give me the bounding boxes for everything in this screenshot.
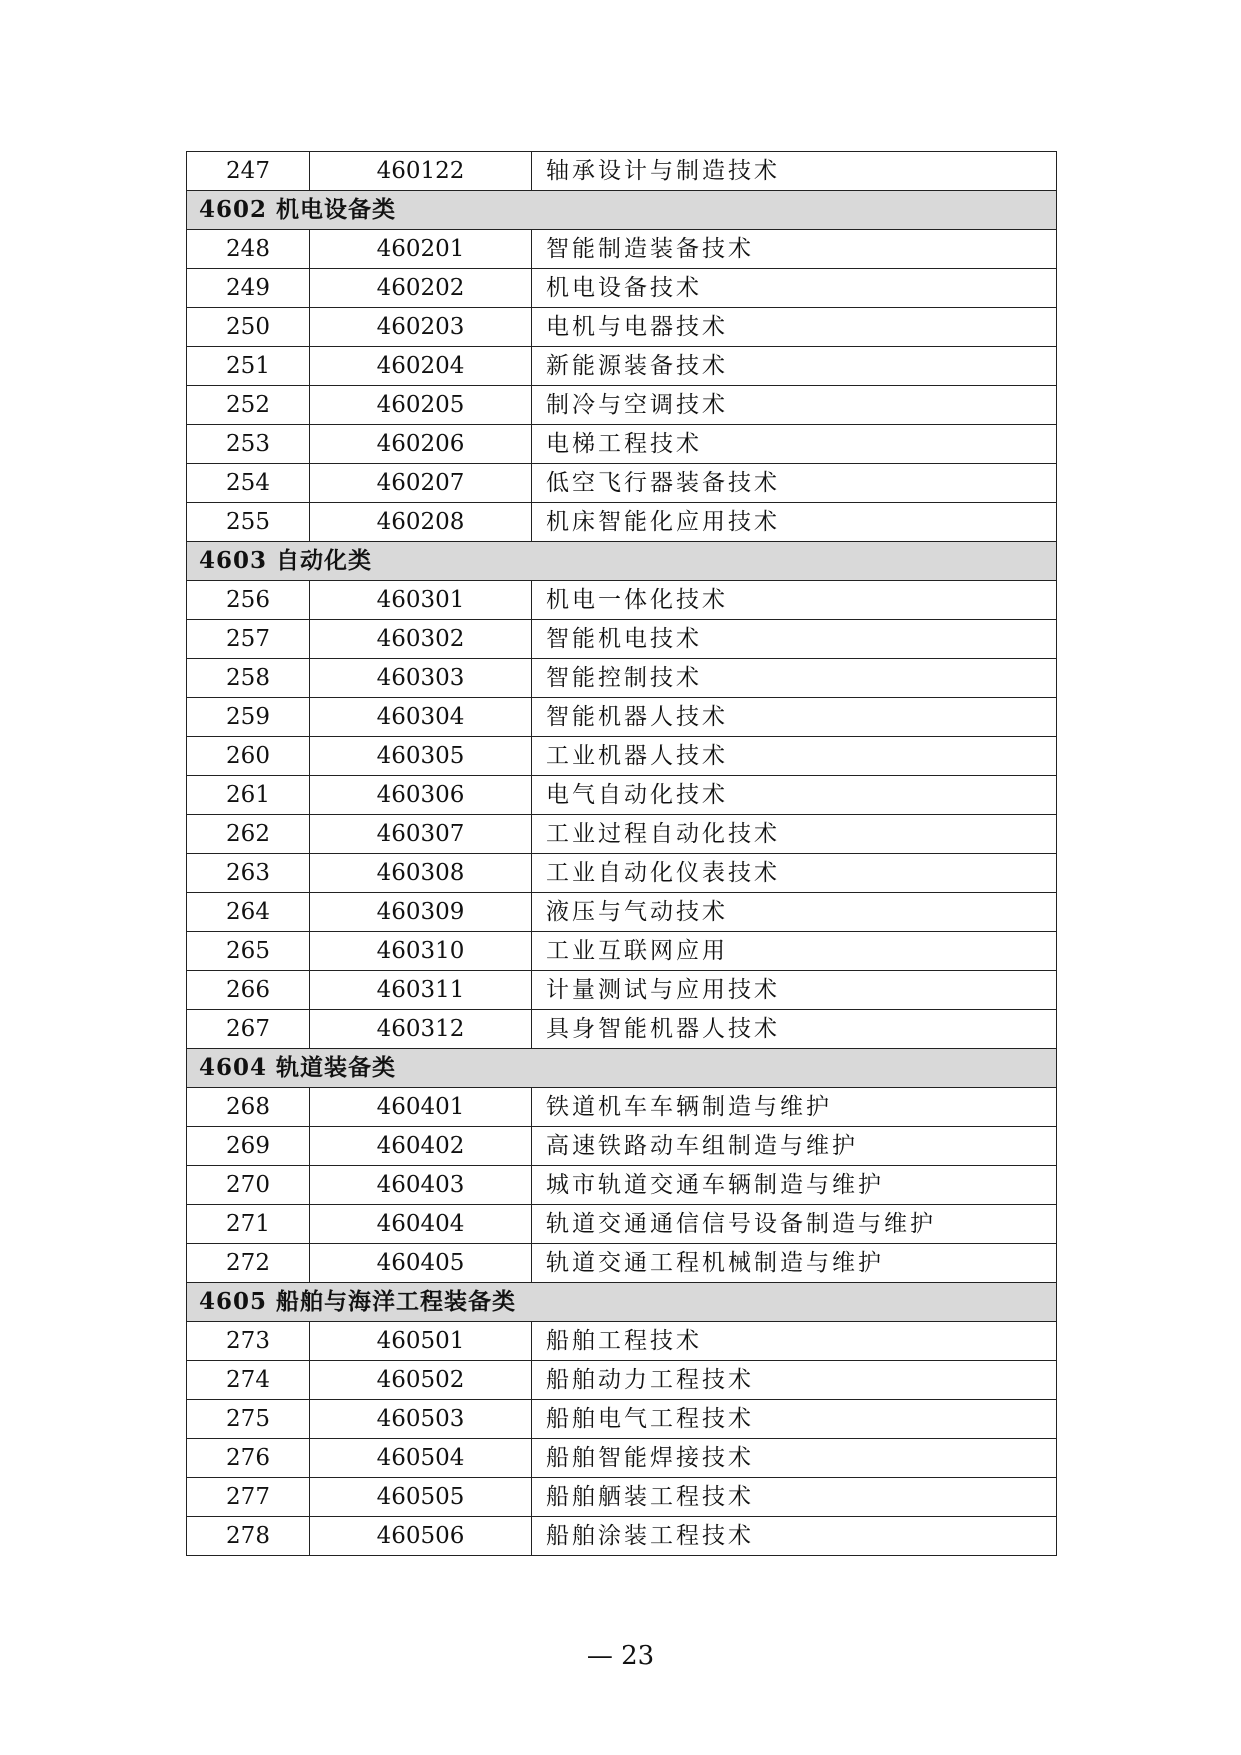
- major-name-cell: 铁道机车车辆制造与维护: [532, 1088, 1057, 1127]
- category-header-row: [187, 191, 1057, 230]
- table-row: [187, 698, 1057, 737]
- major-name-cell: 船舶智能焊接技术: [532, 1439, 1057, 1478]
- major-code-cell: 460206: [310, 425, 532, 464]
- table-row: [187, 386, 1057, 425]
- major-name-cell: 船舶工程技术: [532, 1322, 1057, 1361]
- major-code-cell: 460312: [310, 1010, 532, 1049]
- major-name-cell: 船舶动力工程技术: [532, 1361, 1057, 1400]
- table-row: [187, 1361, 1057, 1400]
- major-name-cell: 电机与电器技术: [532, 308, 1057, 347]
- major-code-cell: 460205: [310, 386, 532, 425]
- category-label: 4604 轨道装备类: [187, 1049, 1057, 1088]
- serial-number-cell: 269: [187, 1127, 310, 1166]
- major-name-cell: 电梯工程技术: [532, 425, 1057, 464]
- major-code-cell: 460309: [310, 893, 532, 932]
- major-name-cell: 计量测试与应用技术: [532, 971, 1057, 1010]
- major-name-cell: 船舶涂装工程技术: [532, 1517, 1057, 1556]
- serial-number-cell: 267: [187, 1010, 310, 1049]
- category-header-row: [187, 542, 1057, 581]
- table-row: [187, 230, 1057, 269]
- table-row: [187, 620, 1057, 659]
- table-row: [187, 308, 1057, 347]
- major-name-cell: 工业自动化仪表技术: [532, 854, 1057, 893]
- major-name-cell: 机电设备技术: [532, 269, 1057, 308]
- major-code-cell: 460310: [310, 932, 532, 971]
- serial-number-cell: 252: [187, 386, 310, 425]
- major-name-cell: 工业过程自动化技术: [532, 815, 1057, 854]
- major-code-cell: 460506: [310, 1517, 532, 1556]
- serial-number-cell: 272: [187, 1244, 310, 1283]
- major-code-cell: 460401: [310, 1088, 532, 1127]
- table-row: [187, 347, 1057, 386]
- serial-number-cell: 249: [187, 269, 310, 308]
- major-code-cell: 460204: [310, 347, 532, 386]
- major-code-cell: 460301: [310, 581, 532, 620]
- major-code-cell: 460122: [310, 152, 532, 191]
- table-row: [187, 1166, 1057, 1205]
- table-row: [187, 854, 1057, 893]
- serial-number-cell: 276: [187, 1439, 310, 1478]
- serial-number-cell: 263: [187, 854, 310, 893]
- table-row: [187, 1478, 1057, 1517]
- major-code-cell: 460305: [310, 737, 532, 776]
- table-row: [187, 1400, 1057, 1439]
- major-code-cell: 460208: [310, 503, 532, 542]
- table-row: [187, 503, 1057, 542]
- major-code-cell: 460203: [310, 308, 532, 347]
- category-label: 4603 自动化类: [187, 542, 1057, 581]
- serial-number-cell: 265: [187, 932, 310, 971]
- major-name-cell: 机电一体化技术: [532, 581, 1057, 620]
- major-name-cell: 船舶舾装工程技术: [532, 1478, 1057, 1517]
- major-name-cell: 制冷与空调技术: [532, 386, 1057, 425]
- category-header-row: [187, 1283, 1057, 1322]
- table-row: [187, 815, 1057, 854]
- serial-number-cell: 268: [187, 1088, 310, 1127]
- serial-number-cell: 250: [187, 308, 310, 347]
- major-code-cell: 460201: [310, 230, 532, 269]
- category-label: 4605 船舶与海洋工程装备类: [187, 1283, 1057, 1322]
- page-number: — 23: [586, 1641, 655, 1671]
- major-name-cell: 工业机器人技术: [532, 737, 1057, 776]
- table-row: [187, 464, 1057, 503]
- serial-number-cell: 253: [187, 425, 310, 464]
- serial-number-cell: 278: [187, 1517, 310, 1556]
- table-row: [187, 737, 1057, 776]
- major-name-cell: 电气自动化技术: [532, 776, 1057, 815]
- table-body: [187, 152, 1057, 1556]
- table-row: [187, 893, 1057, 932]
- major-name-cell: 轴承设计与制造技术: [532, 152, 1057, 191]
- table-row: [187, 1088, 1057, 1127]
- major-code-cell: 460308: [310, 854, 532, 893]
- serial-number-cell: 251: [187, 347, 310, 386]
- major-code-cell: 460303: [310, 659, 532, 698]
- serial-number-cell: 273: [187, 1322, 310, 1361]
- major-name-cell: 智能控制技术: [532, 659, 1057, 698]
- table-row: [187, 1205, 1057, 1244]
- table-row: [187, 425, 1057, 464]
- major-code-cell: 460502: [310, 1361, 532, 1400]
- serial-number-cell: 248: [187, 230, 310, 269]
- table-row: [187, 1322, 1057, 1361]
- major-code-cell: 460304: [310, 698, 532, 737]
- serial-number-cell: 254: [187, 464, 310, 503]
- table-row: [187, 1517, 1057, 1556]
- major-name-cell: 机床智能化应用技术: [532, 503, 1057, 542]
- major-name-cell: 低空飞行器装备技术: [532, 464, 1057, 503]
- major-code-cell: 460302: [310, 620, 532, 659]
- major-name-cell: 液压与气动技术: [532, 893, 1057, 932]
- major-catalog-table: [186, 151, 1057, 1556]
- major-code-cell: 460405: [310, 1244, 532, 1283]
- major-name-cell: 新能源装备技术: [532, 347, 1057, 386]
- serial-number-cell: 271: [187, 1205, 310, 1244]
- major-code-cell: 460306: [310, 776, 532, 815]
- major-code-cell: 460501: [310, 1322, 532, 1361]
- major-code-cell: 460202: [310, 269, 532, 308]
- major-name-cell: 轨道交通通信信号设备制造与维护: [532, 1205, 1057, 1244]
- serial-number-cell: 257: [187, 620, 310, 659]
- major-name-cell: 智能机电技术: [532, 620, 1057, 659]
- category-label: 4602 机电设备类: [187, 191, 1057, 230]
- major-code-cell: 460504: [310, 1439, 532, 1478]
- serial-number-cell: 255: [187, 503, 310, 542]
- serial-number-cell: 275: [187, 1400, 310, 1439]
- serial-number-cell: 264: [187, 893, 310, 932]
- serial-number-cell: 270: [187, 1166, 310, 1205]
- major-name-cell: 轨道交通工程机械制造与维护: [532, 1244, 1057, 1283]
- major-name-cell: 工业互联网应用: [532, 932, 1057, 971]
- table-row: [187, 932, 1057, 971]
- serial-number-cell: 256: [187, 581, 310, 620]
- table-row: [187, 1010, 1057, 1049]
- major-code-cell: 460311: [310, 971, 532, 1010]
- major-code-cell: 460404: [310, 1205, 532, 1244]
- serial-number-cell: 260: [187, 737, 310, 776]
- major-name-cell: 船舶电气工程技术: [532, 1400, 1057, 1439]
- table-row: [187, 971, 1057, 1010]
- table-row: [187, 1127, 1057, 1166]
- serial-number-cell: 247: [187, 152, 310, 191]
- major-code-cell: 460307: [310, 815, 532, 854]
- major-name-cell: 高速铁路动车组制造与维护: [532, 1127, 1057, 1166]
- major-code-cell: 460207: [310, 464, 532, 503]
- major-code-cell: 460402: [310, 1127, 532, 1166]
- table-row: [187, 152, 1057, 191]
- table-row: [187, 1244, 1057, 1283]
- serial-number-cell: 261: [187, 776, 310, 815]
- table-row: [187, 581, 1057, 620]
- major-code-cell: 460503: [310, 1400, 532, 1439]
- serial-number-cell: 274: [187, 1361, 310, 1400]
- major-name-cell: 智能制造装备技术: [532, 230, 1057, 269]
- serial-number-cell: 258: [187, 659, 310, 698]
- serial-number-cell: 266: [187, 971, 310, 1010]
- serial-number-cell: 277: [187, 1478, 310, 1517]
- table-row: [187, 776, 1057, 815]
- category-header-row: [187, 1049, 1057, 1088]
- table-row: [187, 659, 1057, 698]
- table-row: [187, 1439, 1057, 1478]
- major-name-cell: 城市轨道交通车辆制造与维护: [532, 1166, 1057, 1205]
- serial-number-cell: 262: [187, 815, 310, 854]
- table-row: [187, 269, 1057, 308]
- serial-number-cell: 259: [187, 698, 310, 737]
- major-code-cell: 460505: [310, 1478, 532, 1517]
- major-name-cell: 具身智能机器人技术: [532, 1010, 1057, 1049]
- major-name-cell: 智能机器人技术: [532, 698, 1057, 737]
- major-code-cell: 460403: [310, 1166, 532, 1205]
